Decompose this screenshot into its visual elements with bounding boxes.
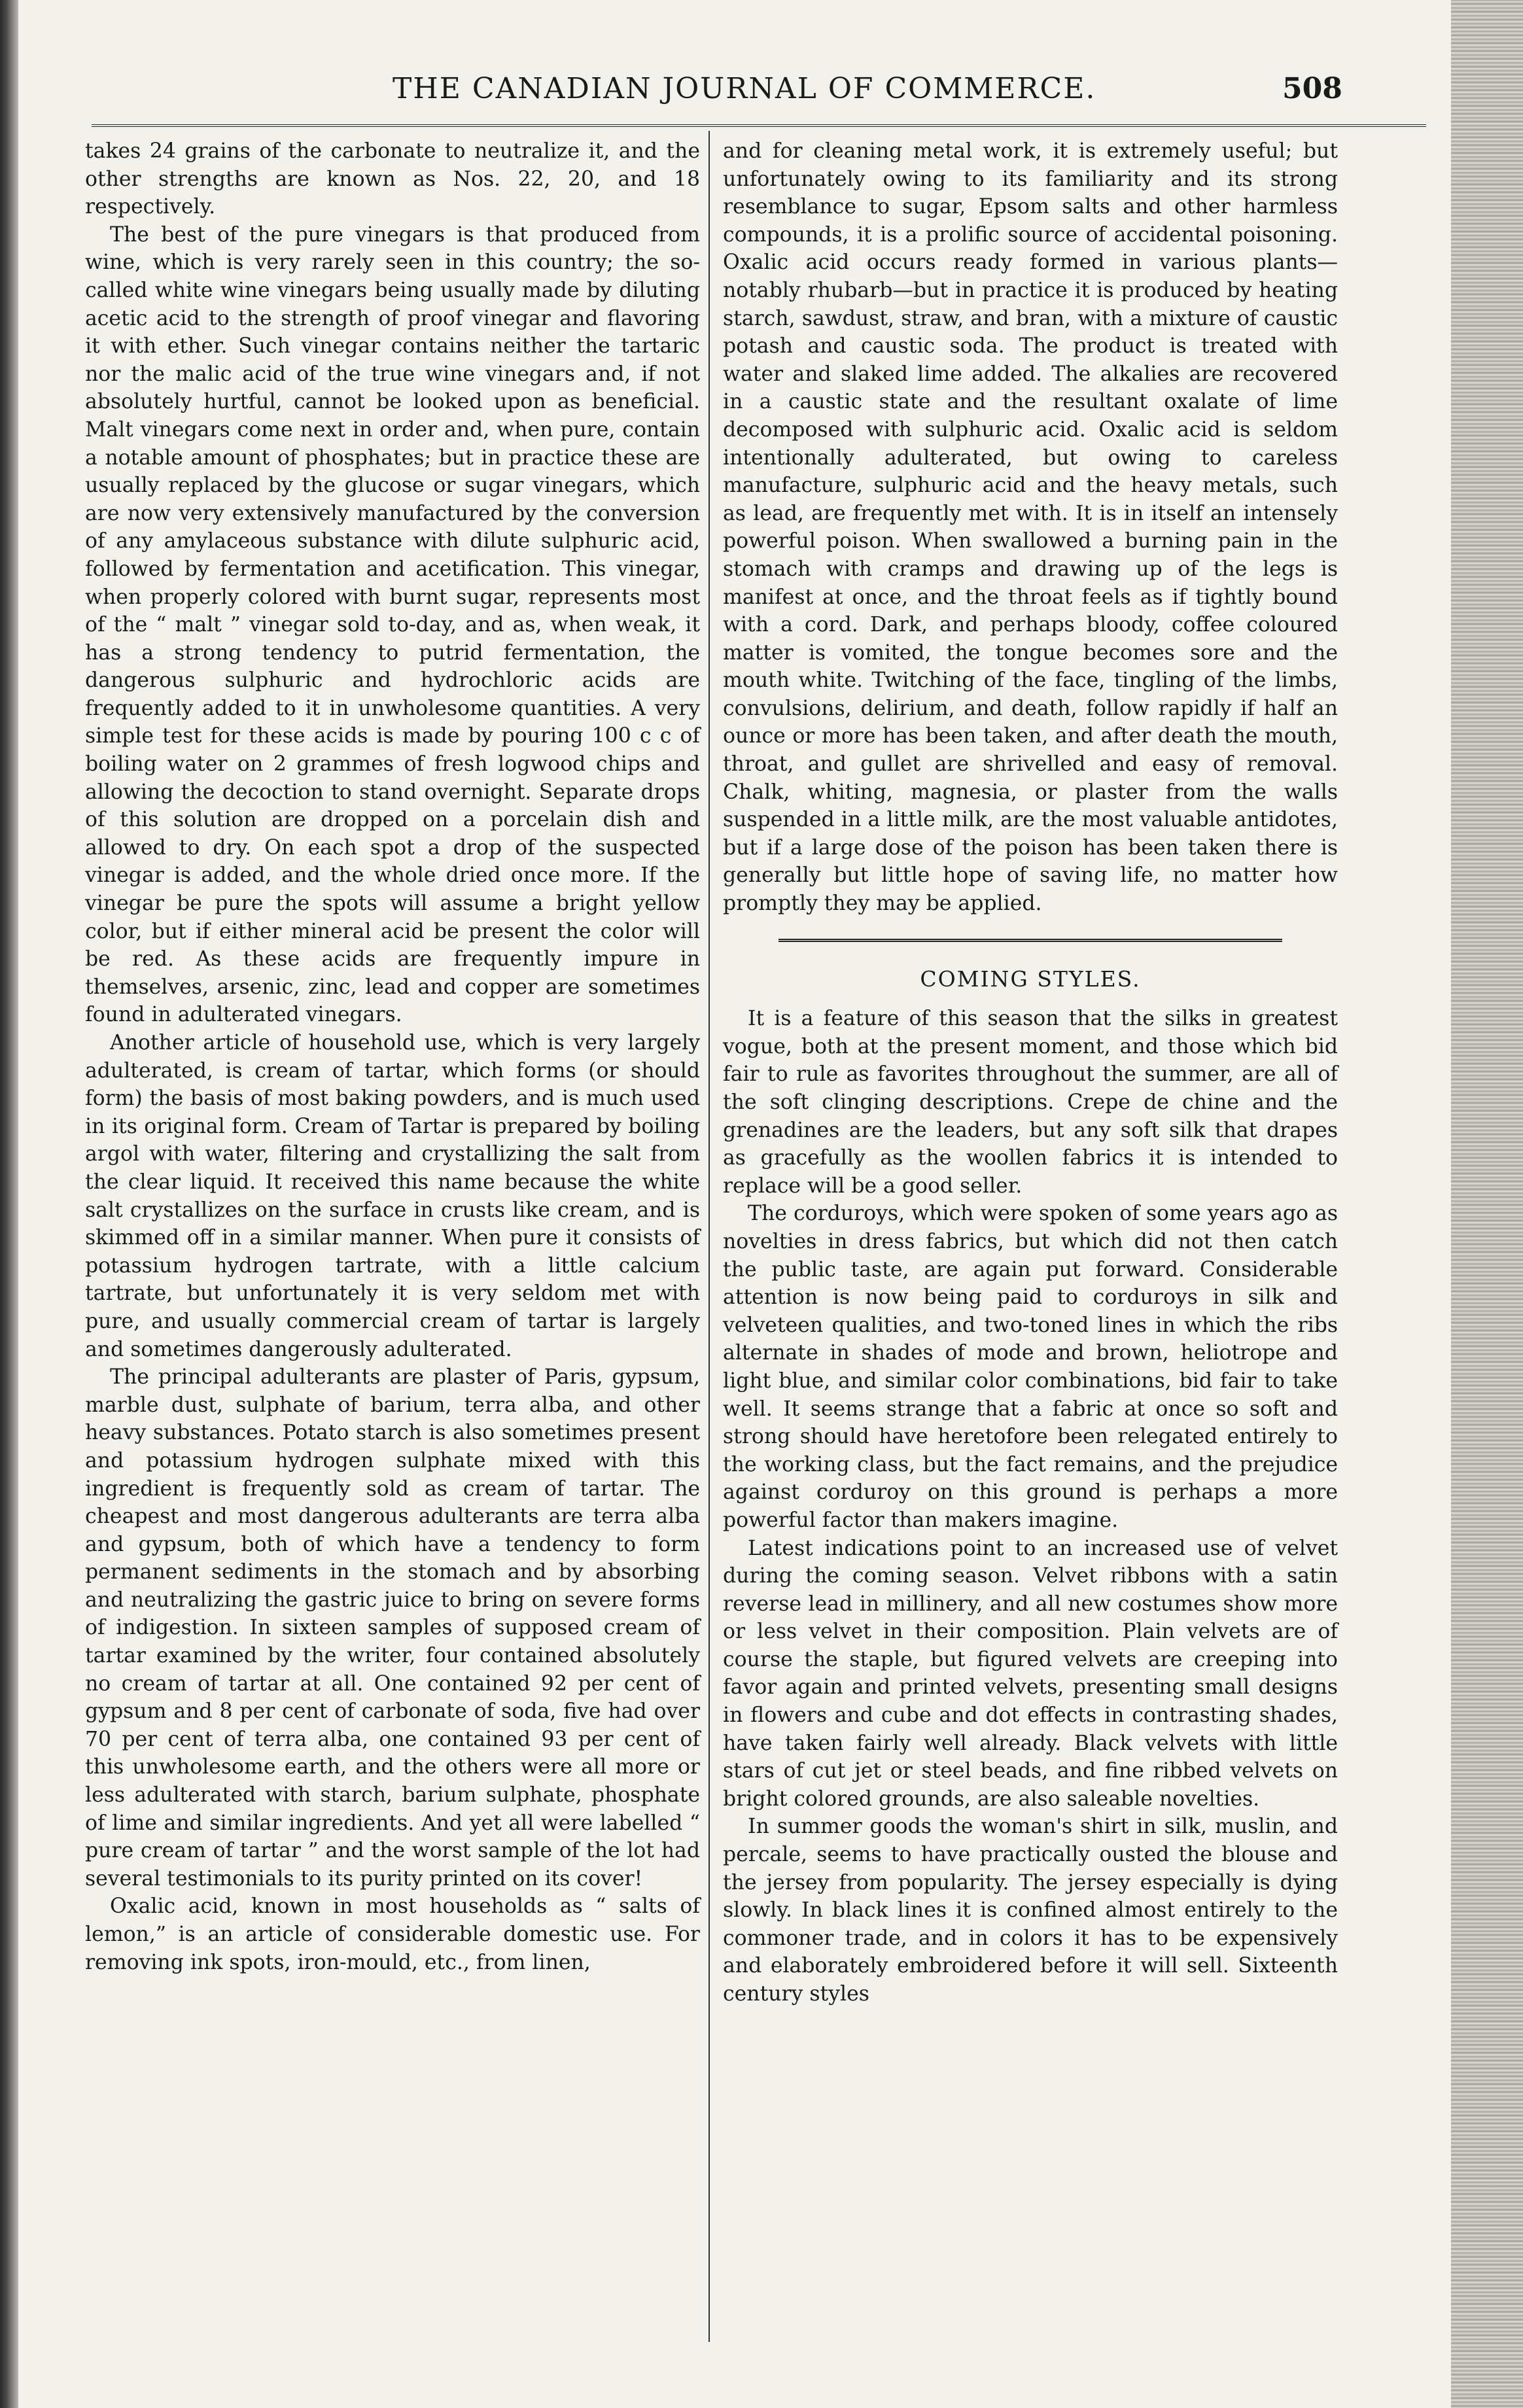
paragraph: The principal adulterants are plaster of Paris, gypsum, marble dust, sulphate of barium, terra alba, and other heavy substances. Potato starch is also sometimes present and potassium hydrogen sulphate mixed with this ingredient is frequently sold as cream of tartar. The cheapest and most dangerous adulterants are terra alba and gypsum, both of which have a tendency to form permanent sediments in the stomach and by absorbing and neutralizing the gastric juice to bring on severe forms of indigestion. In sixteen samples of supposed cream of tartar examined by the writer, four contained absolutely no cream of tartar at all. One contained 92 per cent of gypsum and 8 per cent of carbonate of soda, five had over 70 per cent of terra alba, one contained 93 per cent of this unwholesome earth, and the others were all more or less adulterated with starch, barium sulphate, phosphate of lime and similar ingredients. And yet all were labelled “ pure cream of tartar ” and the worst sample of the lot had several testimonials to its purity printed on its cover! <box>85 1365 700 1891</box>
journal-title: THE CANADIAN JOURNAL OF COMMERCE. <box>393 72 1096 105</box>
right-column <box>723 137 1338 2008</box>
paragraph: Latest indications point to an increased use of velvet during the coming season. Velvet ribbons with a satin reverse lead in millinery, and all new costumes show more or less velvet in their composition. Plain velvets are of course the staple, but figured velvets are creeping into favor again and printed velvets, presenting small designs in flowers and cube and dot effects in contrasting shades, have taken fairly well already. Black velvets with little stars of cut jet or steel beads, and fine ribbed velvets on bright colored grounds, are also saleable novelties. <box>723 1536 1338 1811</box>
paragraph: The best of the pure vinegars is that produced from wine, which is very rarely seen in this country; the so-called white wine vinegars being usually made by diluting acetic acid to the strength of proof vinegar and flavoring it with ether. Such vinegar contains neither the tartaric nor the malic acid of the true wine vinegars and, if not absolutely hurtful, cannot be looked upon as beneficial. Malt vinegars come next in order and, when pure, contain a notable amount of phosphates; but in practice these are usually replaced by the glucose or sugar vinegars, which are now very extensively manufactured by the conversion of any amylaceous substance with dilute sulphuric acid, followed by fermentation and acetification. This vinegar, when properly colored with burnt sugar, represents most of the “ malt ” vinegar sold to-day, and as, when weak, it has a strong tendency to putrid fermentation, the dangerous sulphuric and hydrochloric acids are frequently added to it in unwholesome quantities. A very simple test for these acids is made by pouring 100 c c of boiling water on 2 grammes of fresh logwood chips and allowing the decoction to stand overnight. Separate drops of this solution are dropped on a porcelain dish and allowed to dry. On each spot a drop of the suspected vinegar is added, and the whole dried once more. If the vinegar be pure the spots will assume a bright yellow color, but if either mineral acid be present the color will be red. As these acids are frequently impure in themselves, arsenic, zinc, lead and copper are sometimes found in adulterated vinegars. <box>85 222 700 1027</box>
paragraph: Another article of household use, which is very largely adulterated, is cream of tartar, which forms (or should form) the basis of most baking powders, and is much used in its original form. Cream of Tartar is prepared by boiling argol with water, filtering and crystallizing the salt from the clear liquid. It received this name because the white salt crystallizes on the surface in crusts like cream, and is skimmed off in a similar manner. When pure it consists of potassium hydrogen tartrate, with a little calcium tartrate, but unfortunately it is very seldom met with pure, and usually commercial cream of tartar is largely and sometimes dangerously adulterated. <box>85 1031 700 1361</box>
header-rule <box>92 124 1426 127</box>
column-divider <box>709 131 710 2342</box>
running-header <box>52 72 1459 124</box>
left-column <box>85 137 700 1976</box>
paragraph: It is a feature of this season that the silks in greatest vogue, both at the present moment, and those which bid fair to rule as favorites throughout the summer, are all of the soft clinging descriptions. Crepe de chine and the grenadines are the leaders, but any soft silk that drapes as gracefully as the woollen fabrics it is intended to replace will be a good seller. <box>723 1007 1338 1198</box>
page-edge-shadow <box>1451 0 1523 2408</box>
paragraph: The corduroys, which were spoken of some years ago as novelties in dress fabrics, but which did not then catch the public taste, are again put forward. Considerable attention is now being paid to corduroys in silk and velveteen qualities, and two-toned lines in which the ribs alternate in shades of mode and brown, heliotrope and light blue, and similar color combinations, bid fair to take well. It seems strange that a fabric at once so soft and strong should have heretofore been relegated entirely to the working class, but the fact remains, and the prejudice against corduroy on this ground is perhaps a more powerful factor than makers imagine. <box>723 1202 1338 1532</box>
paragraph: Oxalic acid, known in most households as “ salts of lemon,” is an article of considerable domestic use. For removing ink spots, iron-mould, etc., from linen, <box>85 1894 700 1974</box>
section-heading: COMING STYLES. <box>920 966 1141 992</box>
page-number: 508 <box>1282 72 1342 105</box>
paragraph: In summer goods the woman's shirt in silk, muslin, and percale, seems to have practically ousted the blouse and the jersey from popularity. The jersey especially is dying slowly. In black lines it is confined almost entirely to the commoner trade, and in colors it has to be expensively and elaborately embroidered before it will sell. Sixteenth century styles <box>723 1815 1338 2006</box>
page-binding-shadow <box>0 0 18 2408</box>
paragraph: and for cleaning metal work, it is extremely useful; but unfortunately owing to its familiarity and its strong resemblance to sugar, Epsom salts and other harmless compounds, it is a prolific source of accidental poisoning. Oxalic acid occurs ready formed in various plants—notably rhubarb—but in practice it is produced by heating starch, sawdust, straw, and bran, with a mixture of caustic potash and caustic soda. The product is treated with water and slaked lime added. The alkalies are recovered in a caustic state and the resultant oxalate of lime decomposed with sulphuric acid. Oxalic acid is seldom intentionally adulterated, but owing to careless manufacture, sulphuric acid and the heavy metals, such as lead, are frequently met with. It is in itself an intensely powerful poison. When swallowed a burning pain in the stomach with cramps and drawing up of the legs is manifest at once, and the throat feels as if tightly bound with a cord. Dark, and perhaps bloody, coffee coloured matter is vomited, the tongue becomes sore and the mouth white. Twitching of the face, tingling of the limbs, convulsions, delirium, and death, follow rapidly if half an ounce or more has been taken, and after death the mouth, throat, and gullet are shrivelled and easy of removal. Chalk, whiting, magnesia, or plaster from the walls suspended in a little milk, are the most valuable antidotes, but if a large dose of the poison has been taken there is generally but little hope of saving life, no matter how promptly they may be applied. <box>723 139 1338 916</box>
paragraph: takes 24 grains of the carbonate to neutralize it, and the other strengths are known as Nos. 22, 20, and 18 respectively. <box>85 139 700 219</box>
section-rule <box>779 939 1282 942</box>
